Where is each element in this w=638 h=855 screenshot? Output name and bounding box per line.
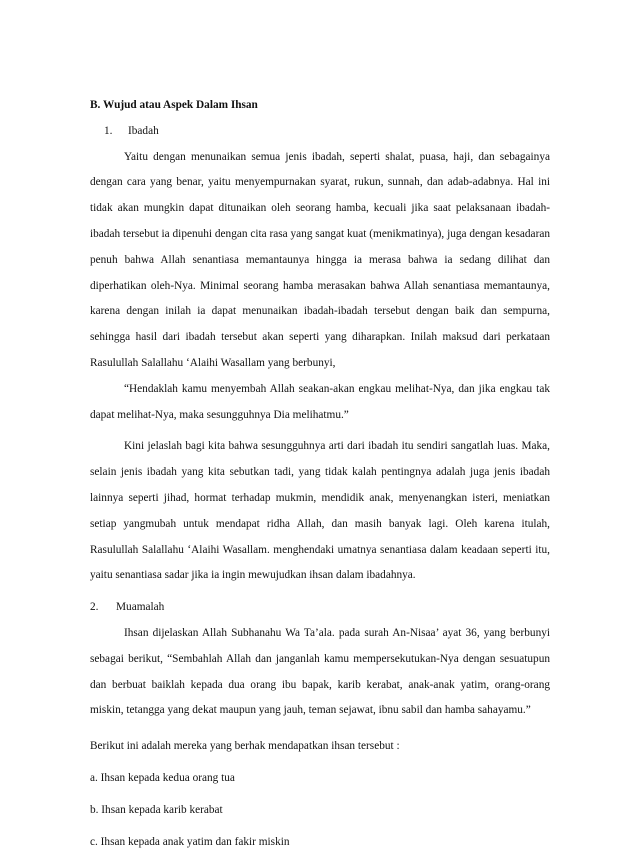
document-page bbox=[90, 93, 550, 855]
item-number: 1. bbox=[104, 124, 113, 137]
item-title: Muamalah bbox=[116, 601, 165, 614]
item-muamalah-heading bbox=[90, 595, 550, 621]
hadith-quote: “Hendaklah kamu menyembah Allah seakan-akan engkau melihat-Nya, dan jika engkau tak dapat melihat-Nya, maka sesungguhnya Dia melihatmu.” bbox=[90, 382, 550, 421]
list-item: a. Ihsan kepada kedua orang tua bbox=[90, 771, 235, 784]
list-item: c. Ihsan kepada anak yatim dan fakir miskin bbox=[90, 835, 290, 848]
list-item: b. Ihsan kepada karib kerabat bbox=[90, 803, 223, 816]
item-title: Ibadah bbox=[128, 124, 159, 137]
item-ibadah-heading bbox=[90, 119, 550, 145]
section-heading: B. Wujud atau Aspek Dalam Ihsan bbox=[90, 99, 258, 111]
paragraph-ibadah-explanation: Kini jelaslah bagi kita bahwa sesungguhnya arti dari ibadah itu sendiri sangatlah luas. Maka, selain jenis ibadah yang kita sebutkan tadi, yang tidak kalah pentingnya adalah juga jenis ibadah lainnya seperti jihad, hormat terhadap mukmin, mendidik anak, menyenangkan isteri, meniatkan setiap yangmubah untuk mendapat ridha Allah, dan masih banyak lagi. Oleh karena itulah, Rasulullah Salallahu ‘Alaihi Wasallam. menghendaki umatnya senantiasa dalam keadaan seperti itu, yaitu senantiasa sadar jika ia ingin mewujudkan ihsan dalam ibadahnya. bbox=[90, 440, 550, 582]
list-intro: Berikut ini adalah mereka yang berhak mendapatkan ihsan tersebut : bbox=[90, 740, 400, 753]
paragraph-muamalah: Ihsan dijelaskan Allah Subhanahu Wa Ta’ala. pada surah An-Nisaa’ ayat 36, yang berbunyi sebagai berikut, “Sembahlah Allah dan janganlah kamu mempersekutukan-Nya dengan sesuatupun dan berbuat baiklah kepada dua orang ibu bapak, karib kerabat, anak-anak yatim, orang-orang miskin, tetangga yang dekat maupun yang jauh, teman sejawat, ibnu sabil dan hamba sahayamu.” bbox=[90, 626, 550, 717]
paragraph-ibadah: Yaitu dengan menunaikan semua jenis ibadah, seperti shalat, puasa, haji, dan sebagainya dengan cara yang benar, yaitu menyempurnakan syarat, rukun, sunnah, dan adab-adabnya. Hal ini tidak akan mungkin dapat ditunaikan oleh seorang hamba, kecuali jika saat pelaksanaan ibadah-ibadah tersebut ia dipenuhi dengan cita rasa yang sangat kuat (menikmatinya), juga dengan kesadaran penuh bahwa Allah senantiasa memantaunya hingga ia merasa bahwa ia sedang dilihat dan diperhatikan oleh-Nya. Minimal seorang hamba merasakan bahwa Allah senantiasa memantaunya, karena dengan inilah ia dapat menunaikan ibadah-ibadah tersebut dengan baik dan sempurna, sehingga hasil dari ibadah tersebut akan seperti yang diharapkan. Inilah maksud dari perkataan Rasulullah Salallahu ‘Alaihi Wasallam yang berbunyi, bbox=[90, 150, 550, 369]
item-number: 2. bbox=[90, 601, 99, 614]
